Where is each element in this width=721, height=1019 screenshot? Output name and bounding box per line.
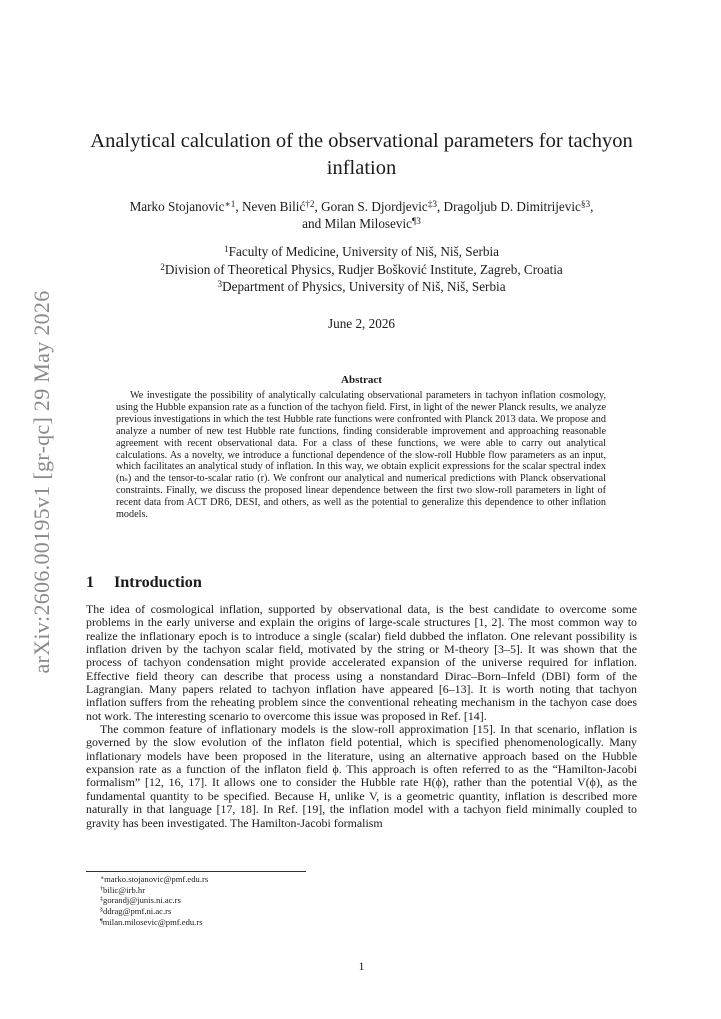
abstract-text: We investigate the possibility of analytically calculating observational parameters in tachyon inflation cosmology, using the Hubble expansion rate as a function of the tachyon field. First, in light of the newer Planck results, we analyze previous investigations in which the test Hubble rate functions were confronted with Planck 2013 data. We propose and analyze a number of new test Hubble rate functions, finding considerable improvement and approaching reasonable agreement with recent observational data. For a class of these functions, we were able to carry out analytical calculations. As a novelty, we introduce a functional dependence of the slow-roll Hubble flow parameters as an input, which facilitates an analytical study of inflation. In this way, we obtain explicit expressions for the scalar spectral index (nₛ) and the tensor-to-scalar ratio (r). We confront our analytical and numerical predictions with Planck observational constraints. Finally, we discuss the proposed linear dependence between the first two slow-roll parameters in light of recent data from ACT DR6, DESI, and others, as well as the potential to generalize this dependence to other inflation models. [116,390,606,521]
footnote-email: ‡gorandj@junis.ni.ac.rs [100,895,181,906]
paragraph-1: The idea of cosmological inflation, supported by observational data, is the best candidate to overcome some problems in the early universe and explain the origins of large-scale structures [1, 2]. The most common way to realize the inflationary epoch is to introduce a single (scalar) field dubbed the inflaton. One relevant possibility is inflation driven by the tachyon scalar field, motivated by the string or M-theory [3–5]. It was shown that the process of tachyon condensation might provide accelerated expansion of the universe required for inflation. Effective field theory can describe that process using a nonstandard Dirac–Born–Infeld (DBI) form of the Lagrangian. Many papers related to tachyon inflation have appeared [6–13]. It is worth noting that tachyon inflation suffers from the reheating problem since the conventional reheating mechanism in the tachyon case does not work. The interesting scenario to overcome this issue was proposed in Ref. [14]. [86,602,637,723]
affiliation-2: $^2$Division of Theoretical Physics, Rudjer Bošković Institute, Zagreb, Croatia [160,261,563,277]
author-5-mark: ¶3 [412,215,421,226]
arxiv-sidebar-stamp [20,290,64,674]
author-3: Goran S. Djordjevic$^{\ddagger 3}$, [321,198,444,214]
author-5: and Milan Milosevic$^{\P 3}$ [302,215,421,231]
paragraph-2: The common feature of inflationary models is the slow-roll approximation [15]. In that scenario, inflation is governed by the slow evolution of the inflaton field potential, which is specified phenomenologically. Many inflationary models have been proposed in the literature, using an alternative approach based on the Hubble expansion rate as a function of the inflaton field ϕ. This approach is often referred to as the “Hamilton-Jacobi formalism” [12, 16, 17]. It allows one to consider the Hubble rate H(ϕ), rather than the potential V(ϕ), as the fundamental quantity to be specified. Because H, unlike V, is a geometric quantity, inflation is described more naturally in that language [17, 18]. In Ref. [19], the inflation model with a tachyon field minimally coupled to gravity has been investigated. The Hamilton-Jacobi formalism [86,722,637,830]
author-list [86,198,637,232]
footnotes [100,874,208,928]
author-2: Neven Bilić$^{\dagger 2}$, [241,198,322,214]
footnote-email: ∗marko.stojanovic@pmf.edu.rs [100,874,209,884]
affiliation-3: $^3$Department of Physics, University of Niš, Niš, Serbia [217,278,506,294]
footnote-email: §ddrag@pmf.ni.ac.rs [100,906,172,917]
author-1: Marko Stojanovic$^{∗1}$, [129,198,242,214]
paper-title: Analytical calculation of the observational parameters for tachyon inflation [90,130,633,179]
footnote-email: ¶milan.milosevic@pmf.edu.rs [100,916,203,927]
footnote-divider [86,871,306,872]
publication-date: June 2, 2026 [327,316,396,331]
page-number: 1 [358,959,365,973]
affiliation-1: $^1$Faculty of Medicine, University of Niš, Niš, Serbia [224,243,499,259]
affiliation-list [86,243,637,296]
author-3-mark: ‡3 [427,198,437,209]
section-title: Introduction [114,573,202,591]
section-number: 1 [86,573,95,591]
author-2-mark: †2 [305,198,315,209]
author-1-mark: ∗1 [224,198,236,209]
footnote-email: †bilic@irb.hr [100,884,146,895]
introduction-body [86,603,637,830]
arxiv-identifier: arXiv:2606.00195v1 [gr-qc] 29 May 2026 [29,290,54,674]
section-heading-introduction [86,573,202,592]
author-4-mark: §3 [580,198,591,209]
author-4: Dragoljub D. Dimitrijevic$^{\S 3}$, [443,198,594,214]
abstract-heading: Abstract [341,374,382,386]
